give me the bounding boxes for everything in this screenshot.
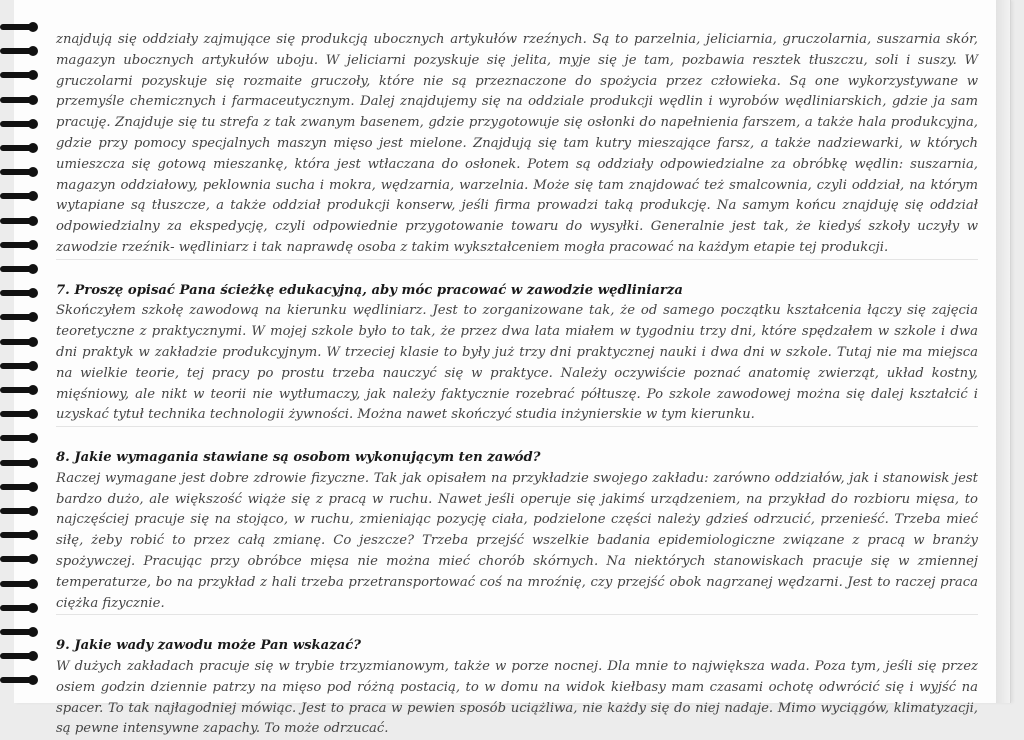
question-heading: 7. Proszę opisać Pana ścieżkę edukacyjną, aby móc pracować w zawodzie wędliniarza	[56, 282, 683, 298]
spiral-binding	[0, 20, 40, 700]
section-requirements	[56, 448, 978, 615]
spiral-ring	[0, 165, 40, 179]
spiral-ring	[0, 141, 40, 155]
spiral-ring	[0, 359, 40, 373]
spiral-ring	[0, 456, 40, 470]
spiral-ring	[0, 383, 40, 397]
spiral-ring	[0, 480, 40, 494]
section-education	[56, 281, 978, 428]
spiral-ring	[0, 117, 40, 131]
intro-block	[56, 30, 978, 260]
spiral-ring	[0, 601, 40, 615]
question-heading: 8. Jakie wymagania stawiane są osobom wykonującym ten zawód?	[56, 449, 541, 465]
spiral-ring	[0, 431, 40, 445]
spiral-ring	[0, 238, 40, 252]
answer-paragraph: W dużych zakładach pracuje się w trybie trzyzmianowym, także w porze nocnej. Dla mnie to największa wada. Poza tym, jeśli się przez osiem godzin dziennie patrzy na mięso pod różną postacią, to w domu na widok kiełbasy mam czasami ochotę odwrócić się i wyjść na spacer. To tak najłagodniej mówiąc. Jest to praca w pewien sposób uciążliwa, nie każdy się do niej nadaje. Mimo wyciągów, klimatyzacji, są pewne intensywne zapachy. To może odrzucać.	[56, 658, 978, 737]
spiral-ring	[0, 577, 40, 591]
spiral-ring	[0, 68, 40, 82]
answer-paragraph: Skończyłem szkołę zawodową na kierunku wędliniarz. Jest to zorganizowane tak, że od samego początku kształcenia łączy się zajęcia teoretyczne z praktycznymi. W mojej szkole było to tak, że przez dwa lata miałem w tygodniu trzy dni, które spędzałem w szkole i dwa dni praktyk w zakładzie produkcyjnym. W trzeciej klasie to były już trzy dni praktycznej nauki i dwa dni w szkole. Tutaj nie ma miejsca na wielkie teorie, tej pracy po prostu trzeba nauczyć się w praktyce. Należy oczywiście poznać anatomię zwierząt, układ kostny, mięśniowy, ale nikt w teorii nie wytłumaczy, jak należy faktycznie rozebrać półtuszę. Po szkole zawodowej można się dalej kształcić i uzyskać tytuł technika technologii żywności. Można nawet skończyć studia inżynierskie w tym kierunku.	[56, 303, 978, 423]
answer-paragraph: Raczej wymagane jest dobre zdrowie fizyczne. Tak jak opisałem na przykładzie swojego zakładu: zarówno oddziałów, jak i stanowisk jest bardzo dużo, ale większość wiąże się z pracą w ruchu. Nawet jeśli operuje się jakimś urządzeniem, na przykład do rozbioru mięsa, to najczęściej pracuje się na stojąco, w ruchu, zmieniając pozycję ciała, podzielone części należy gdzieś odrzucić, przenieść. Trzeba mieć siłę, żeby robić to przez całą zmianę. Co jeszcze? Trzeba przejść wszelkie badania epidemiologiczne związane z pracą w branży spożywczej. Pracując przy obróbce mięsa nie można mieć chorób skórnych. Na niektórych stanowiskach pracuje się w zmiennej temperaturze, bo na przykład z hali trzeba przetransportować coś na mroźnię, czy przejść obok nagrzanej wędzarni. Jest to raczej praca ciężka fizycznie.	[56, 470, 978, 611]
spiral-ring	[0, 552, 40, 566]
spiral-ring	[0, 262, 40, 276]
question-heading: 9. Jakie wady zawodu może Pan wskazać?	[56, 638, 361, 654]
spiral-ring	[0, 286, 40, 300]
spiral-ring	[0, 310, 40, 324]
spiral-ring	[0, 93, 40, 107]
spiral-ring	[0, 189, 40, 203]
spiral-ring	[0, 504, 40, 518]
spiral-ring	[0, 528, 40, 542]
spiral-ring	[0, 44, 40, 58]
spiral-ring	[0, 625, 40, 639]
spiral-ring	[0, 407, 40, 421]
interview-text	[56, 30, 978, 740]
spiral-ring	[0, 20, 40, 34]
page-edge	[996, 0, 1010, 703]
intro-paragraph: znajdują się oddziały zajmujące się produkcją ubocznych artykułów rzeźnych. Są to parzelnia, jeliciarnia, gruczolarnia, suszarnia skór, magazyn ubocznych artykułów uboju. W jeliciarni pozyskuje się jelita, myje się je tam, pozbawia resztek tłuszczu, soli i suszy. W gruczolarni pozyskuje się rozmaite gruczoły, które nie są przeznaczone do spożycia przez człowieka. Są one wykorzystywane w przemyśle chemicznych i farmaceutycznym. Dalej znajdujemy się na oddziale produkcji wędlin i wyrobów wędliniarskich, gdzie ja sam pracuję. Znajduje się tu strefa z tak zwanym basenem, gdzie przygotowuje się osłonki do napełnienia farszem, a także hala produkcyjna, gdzie przy pomocy specjalnych maszyn mięso jest mielone. Znajdują się tam kutry mieszające farsz, a także nadziewarki, w których umieszcza się gotową mieszankę, która jest wtłaczana do osłonek. Potem są oddziały odpowiedzialne za obróbkę wędlin: suszarnia, magazyn oddziałowy, peklownia sucha i mokra, wędzarnia, warzelnia. Może się tam znajdować też smalcownia, czyli oddział, na którym wytapiane są tłuszcze, a także oddział produkcji konserw, jeśli firma prowadzi taką produkcję. Na samym końcu znajduję się oddział odpowiedzialny za ekspedycję, czyli odpowiednie przygotowanie towaru do wysyłki. Generalnie jest tak, że kiedyś szkoły uczyły w zawodzie rzeźnik- wędliniarz i tak naprawdę osoba z takim wykształceniem mogła pracować na każdym etapie tej produkcji.	[56, 32, 978, 255]
section-disadvantages	[56, 636, 978, 740]
spiral-ring	[0, 214, 40, 228]
spiral-ring	[0, 335, 40, 349]
spiral-ring	[0, 649, 40, 663]
spiral-ring	[0, 673, 40, 687]
